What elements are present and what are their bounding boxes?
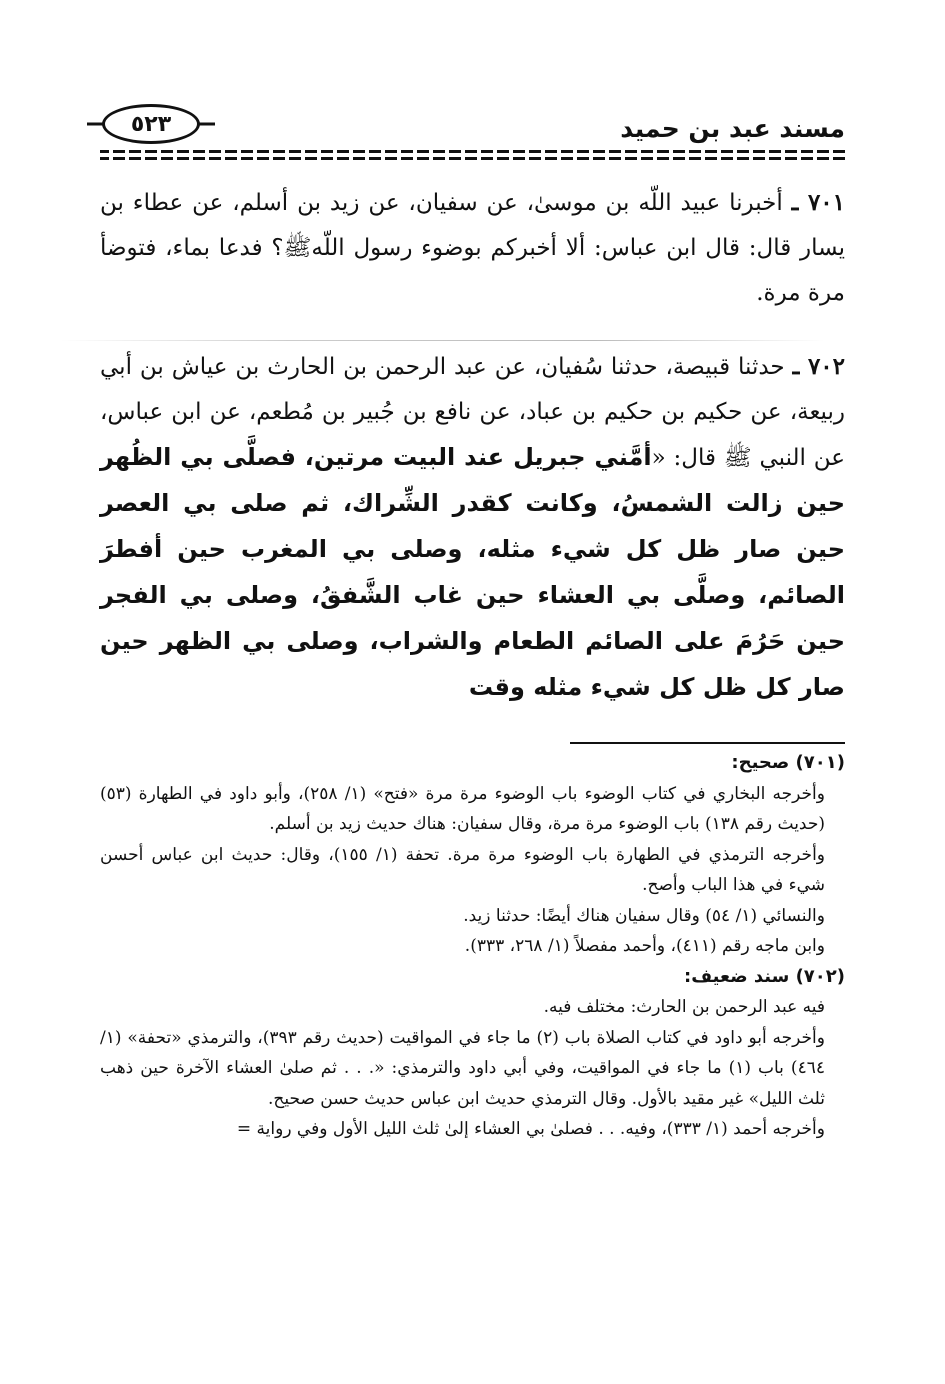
footnote-rule	[570, 742, 845, 744]
footnote-line: فيه عبد الرحمن بن الحارث: مختلف فيه.	[543, 997, 825, 1017]
footnote-heading-702: (٧٠٢) سند ضعيف:	[684, 965, 845, 987]
main-text	[100, 180, 845, 711]
hadith-number: ٧٠٢ ـ	[792, 353, 845, 380]
hadith-701	[100, 180, 845, 316]
hadith-number: ٧٠١ ـ	[791, 189, 846, 216]
hadith-text: حدثنا قبيصة، حدثنا سُفيان، عن عبد الرحمن بن الحارث بن عياش بن أبي ربيعة، عن حكيم بن حكيم بن عباد، عن نافع بن جُبير بن مُطعم، عن ابن عباس، عن النبي ﷺ قال: «	[100, 354, 846, 471]
page-header	[100, 100, 845, 148]
footnote-line: وابن ماجه رقم (٤١١)، وأحمد مفصلاً (١/ ٢٦٨، ٣٣٣).	[464, 936, 825, 956]
hadith-text: أخبرنا عبيد اللّه بن موسىٰ، عن سفيان، عن زيد بن أسلم، عن عطاء بن يسار قال: قال ابن عباس: ألا أخبركم بوضوء رسول اللّهﷺ؟ فدعا بماء، فتوضأ مرة مرة.	[100, 190, 845, 306]
footnote-line: وأخرجه الترمذي في الطهارة باب الوضوء مرة مرة. تحفة (١/ ١٥٥)، وقال: حديث ابن عباس أحسن شيء في هذا الباب وأصح.	[100, 844, 826, 895]
page-number-badge	[102, 104, 200, 144]
hadith-702	[100, 344, 845, 711]
footnote-line: وأخرجه البخاري في كتاب الوضوء باب الوضوء مرة مرة «فتح» (١/ ٢٥٨)، وأبو داود في الطهارة (٥٣) (حديث رقم ١٣٨) باب الوضوء مرة مرة، وقال سفيان: هناك حديث زيد بن أسلم.	[100, 783, 825, 834]
footnotes	[100, 748, 845, 1145]
page-number: ٥٢٣	[130, 111, 172, 137]
footnote-line: والنسائي (١/ ٥٤) وقال سفيان هناك أيضًا: حدثنا زيد.	[463, 905, 825, 926]
book-title: مسند عبد بن حميد	[620, 114, 845, 143]
footnote-line: وأخرجه أبو داود في كتاب الصلاة باب (٢) ما جاء في المواقيت (حديث رقم ٣٩٣)، والترمذي «تحفة» (١/ ٤٦٤) باب (١) ما جاء في المواقيت، وفي أبي داود والترمذي: «. . . ثم صلىٰ العشاء الآخرة حين ذهب ثلث الليل» غير مقيد بالأول. وقال الترمذي حديث ابن عباس حديث حسن صحيح.	[100, 1027, 825, 1109]
footnote-line: وأخرجه أحمد (١/ ٣٣٣)، وفيه. . . فصلىٰ بي العشاء إلىٰ ثلث الليل الأول وفي رواية =	[236, 1119, 825, 1139]
hadith-quote-bold: أمَّني جبريل عند البيت مرتين، فصلَّى بي الظُهر حين زالت الشمسُ، وكانت كقدر الشِّراك، ثم صلى بي العصر حين صار ظل كل شيء مثله، وصلى بي المغرب حين أفطرَ الصائم، وصلَّى بي العشاء حين غاب الشَّفقُ، وصلى بي الفجر حين حَرُمَ على الصائم الطعام والشراب، وصلى بي الظهر حين صار كل ظل كل شيء مثله وقت	[100, 443, 845, 701]
header-rule	[100, 150, 845, 160]
footnote-heading-701: (٧٠١) صحيح:	[731, 752, 845, 773]
